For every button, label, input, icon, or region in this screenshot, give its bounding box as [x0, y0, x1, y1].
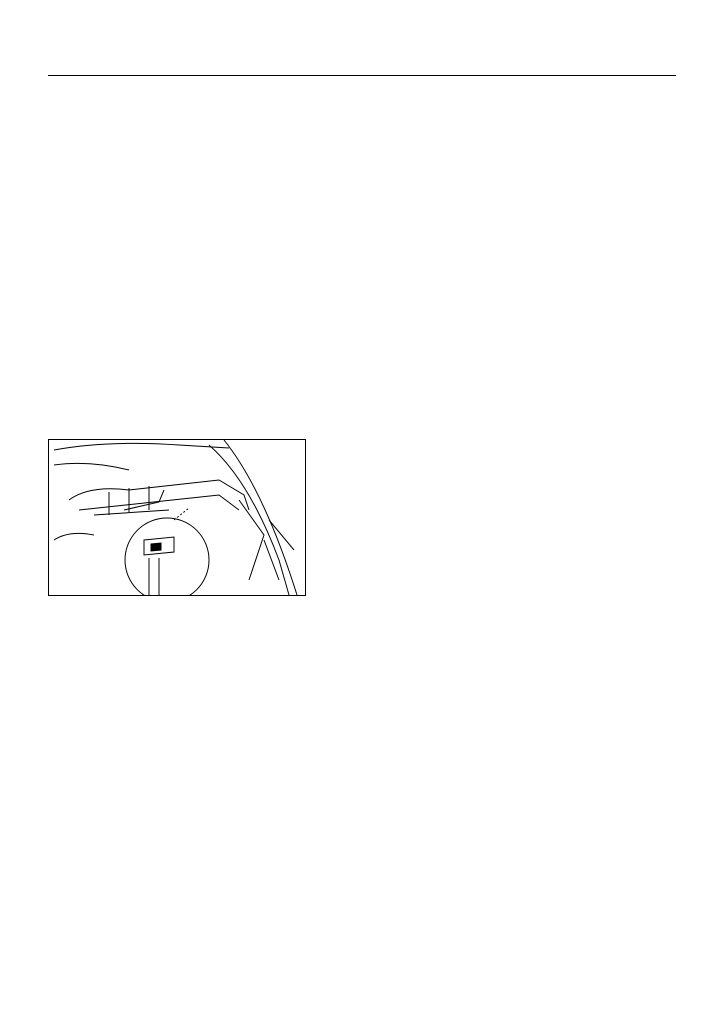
package-tray-figure	[48, 439, 306, 596]
footer-auth	[409, 988, 614, 998]
package-tray-illustration	[49, 440, 305, 595]
header-rule	[48, 75, 676, 76]
